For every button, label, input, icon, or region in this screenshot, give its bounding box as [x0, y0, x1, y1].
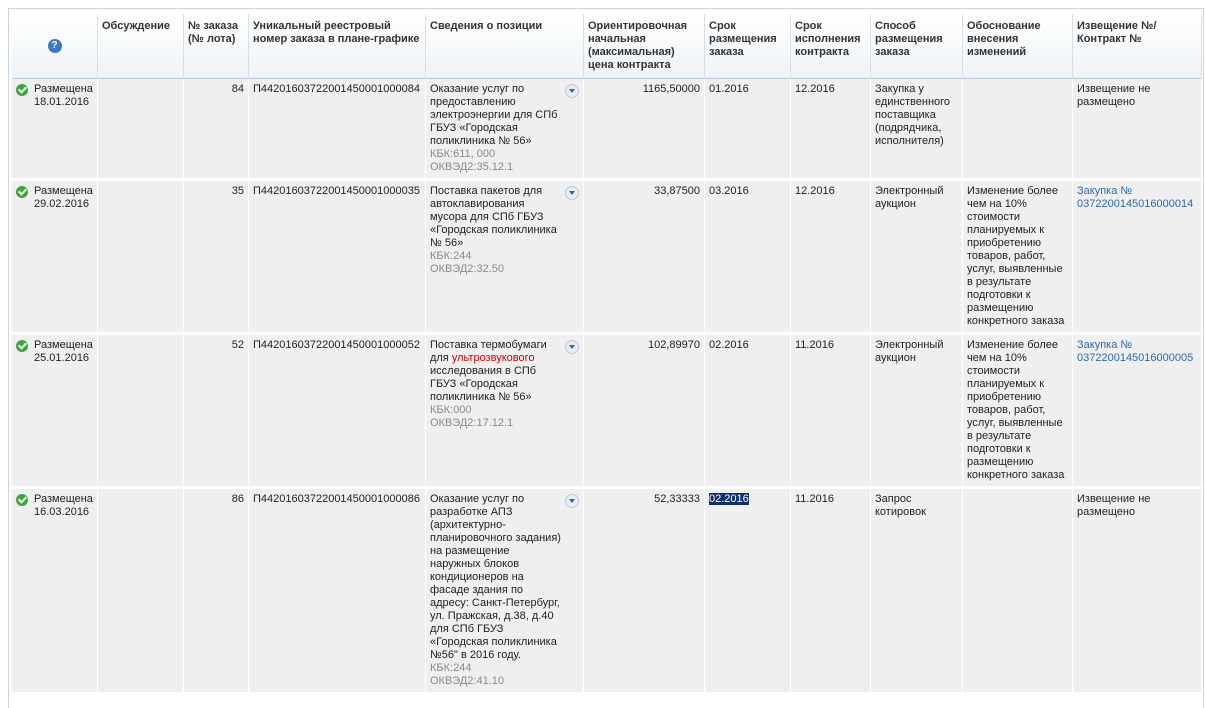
status-text: Размещена 18.01.2016 [34, 83, 93, 108]
status-cell [12, 489, 98, 695]
notice-cell [1073, 181, 1202, 335]
position-text-part: исследования в СПб ГБУЗ «Городская поликлиника № 56» [430, 365, 537, 403]
header-position[interactable]: Сведения о позиции [426, 14, 584, 79]
order-no-cell: 35 [184, 181, 249, 335]
method-cell: Запрос котировок [871, 489, 963, 695]
method-cell: Электронный аукцион [871, 335, 963, 489]
table-row[interactable] [12, 181, 1202, 335]
header-notice[interactable]: Извещение №/ Контракт № [1073, 14, 1202, 79]
header-order-no[interactable]: № заказа (№ лота) [184, 14, 249, 79]
okved-text: ОКВЭД2:32.50 [430, 263, 504, 275]
position-text: Поставка пакетов для автоклавирования мусора для СПб ГБУЗ «Городская поликлиника № 56» [430, 185, 557, 249]
notice-cell: Извещение не размещено [1073, 489, 1202, 695]
chevron-down-icon[interactable] [565, 84, 579, 98]
order-no-cell: 86 [184, 489, 249, 695]
discussion-cell [98, 181, 184, 335]
method-cell: Закупка у единственного поставщика (подрядчика, исполнителя) [871, 79, 963, 181]
table-row[interactable] [12, 79, 1202, 181]
price-cell: 1165,50000 [584, 79, 705, 181]
reason-cell: Изменение более чем на 10% стоимости планируемых к приобретению товаров, работ, услуг, выявленные в результате подготовки к размещению конкретного заказа [963, 335, 1073, 489]
position-text [430, 339, 561, 404]
check-icon [16, 186, 28, 198]
okved-text: ОКВЭД2:35.12.1 [430, 161, 514, 173]
status-text: Размещена 29.02.2016 [34, 185, 93, 210]
notice-link[interactable]: Закупка № 0372200145016000014 [1077, 185, 1194, 210]
order-no-cell: 84 [184, 79, 249, 181]
status-cell [12, 181, 98, 335]
position-text: Оказание услуг по разработке АПЗ (архитектурно-планировочного задания) на размещение наружных блоков кондиционеров на фасаде здания по адресу: Санкт-Петербург, ул. Пражская, д.38, д.40 для СПб ГБУЗ «Городская поликлиника №56" в 2016 году. [430, 493, 561, 661]
kbk-text: КБК:611, 000 [430, 148, 496, 160]
header-row [12, 14, 1202, 79]
exec-term-cell: 12.2016 [791, 181, 871, 335]
notice-cell [1073, 335, 1202, 489]
place-term-cell [705, 489, 791, 695]
kbk-text: КБК:244 [430, 662, 472, 674]
place-term-cell: 02.2016 [705, 335, 791, 489]
table-row[interactable] [12, 335, 1202, 489]
check-icon [16, 340, 28, 352]
header-reg-no[interactable]: Уникальный реестровый номер заказа в плане-графике [249, 14, 426, 79]
header-price[interactable]: Ориентировочная начальная (максимальная) цена контракта [584, 14, 705, 79]
kbk-text: КБК:000 [430, 404, 472, 416]
discussion-cell [98, 335, 184, 489]
header-method[interactable]: Способ размещения заказа [871, 14, 963, 79]
position-text: Оказание услуг по предоставлению электроэнергии для СПб ГБУЗ «Городская поликлиника № 56» [430, 83, 558, 147]
okved-text: ОКВЭД2:17.12.1 [430, 417, 514, 429]
position-cell [426, 181, 584, 335]
header-help[interactable] [12, 14, 98, 79]
selected-text[interactable]: 02.2016 [709, 493, 749, 505]
check-icon [16, 494, 28, 506]
method-cell: Электронный аукцион [871, 181, 963, 335]
place-term-cell: 03.2016 [705, 181, 791, 335]
header-exec-term[interactable]: Срок исполнения контракта [791, 14, 871, 79]
table-row[interactable] [12, 489, 1202, 695]
exec-term-cell: 11.2016 [791, 335, 871, 489]
status-cell [12, 335, 98, 489]
price-cell: 102,89970 [584, 335, 705, 489]
place-term-cell: 01.2016 [705, 79, 791, 181]
header-place-term[interactable]: Срок размещения заказа [705, 14, 791, 79]
okved-text: ОКВЭД2:41.10 [430, 675, 504, 687]
discussion-cell [98, 79, 184, 181]
position-cell [426, 335, 584, 489]
exec-term-cell: 12.2016 [791, 79, 871, 181]
status-cell [12, 79, 98, 181]
status-text: Размещена 25.01.2016 [34, 339, 93, 364]
position-text-part: Поставка термобумаги для [430, 339, 547, 364]
reg-no-cell: П44201603722001450001000052 [249, 335, 426, 489]
notice-link[interactable]: Закупка № 0372200145016000005 [1077, 339, 1194, 364]
reason-cell: Изменение более чем на 10% стоимости планируемых к приобретению товаров, работ, услуг, выявленные в результате подготовки к размещению конкретного заказа [963, 181, 1073, 335]
reg-no-cell: П44201603722001450001000084 [249, 79, 426, 181]
header-discussion[interactable]: Обсуждение [98, 14, 184, 79]
price-cell: 33,87500 [584, 181, 705, 335]
reason-cell [963, 79, 1073, 181]
plan-schedule-table [12, 14, 1202, 695]
order-no-cell: 52 [184, 335, 249, 489]
reason-cell [963, 489, 1073, 695]
status-text: Размещена 16.03.2016 [34, 493, 93, 518]
reg-no-cell: П44201603722001450001000035 [249, 181, 426, 335]
kbk-text: КБК:244 [430, 250, 472, 262]
reg-no-cell: П44201603722001450001000086 [249, 489, 426, 695]
price-cell: 52,33333 [584, 489, 705, 695]
notice-cell: Извещение не размещено [1073, 79, 1202, 181]
position-cell [426, 79, 584, 181]
help-icon[interactable]: ? [48, 39, 62, 53]
discussion-cell [98, 489, 184, 695]
chevron-down-icon[interactable] [565, 186, 579, 200]
exec-term-cell: 11.2016 [791, 489, 871, 695]
position-cell [426, 489, 584, 695]
header-reason[interactable]: Обоснование внесения изменений [963, 14, 1073, 79]
check-icon [16, 84, 28, 96]
chevron-down-icon[interactable] [565, 340, 579, 354]
chevron-down-icon[interactable] [565, 494, 579, 508]
spellcheck-highlight: ультрозвукового [451, 352, 535, 364]
